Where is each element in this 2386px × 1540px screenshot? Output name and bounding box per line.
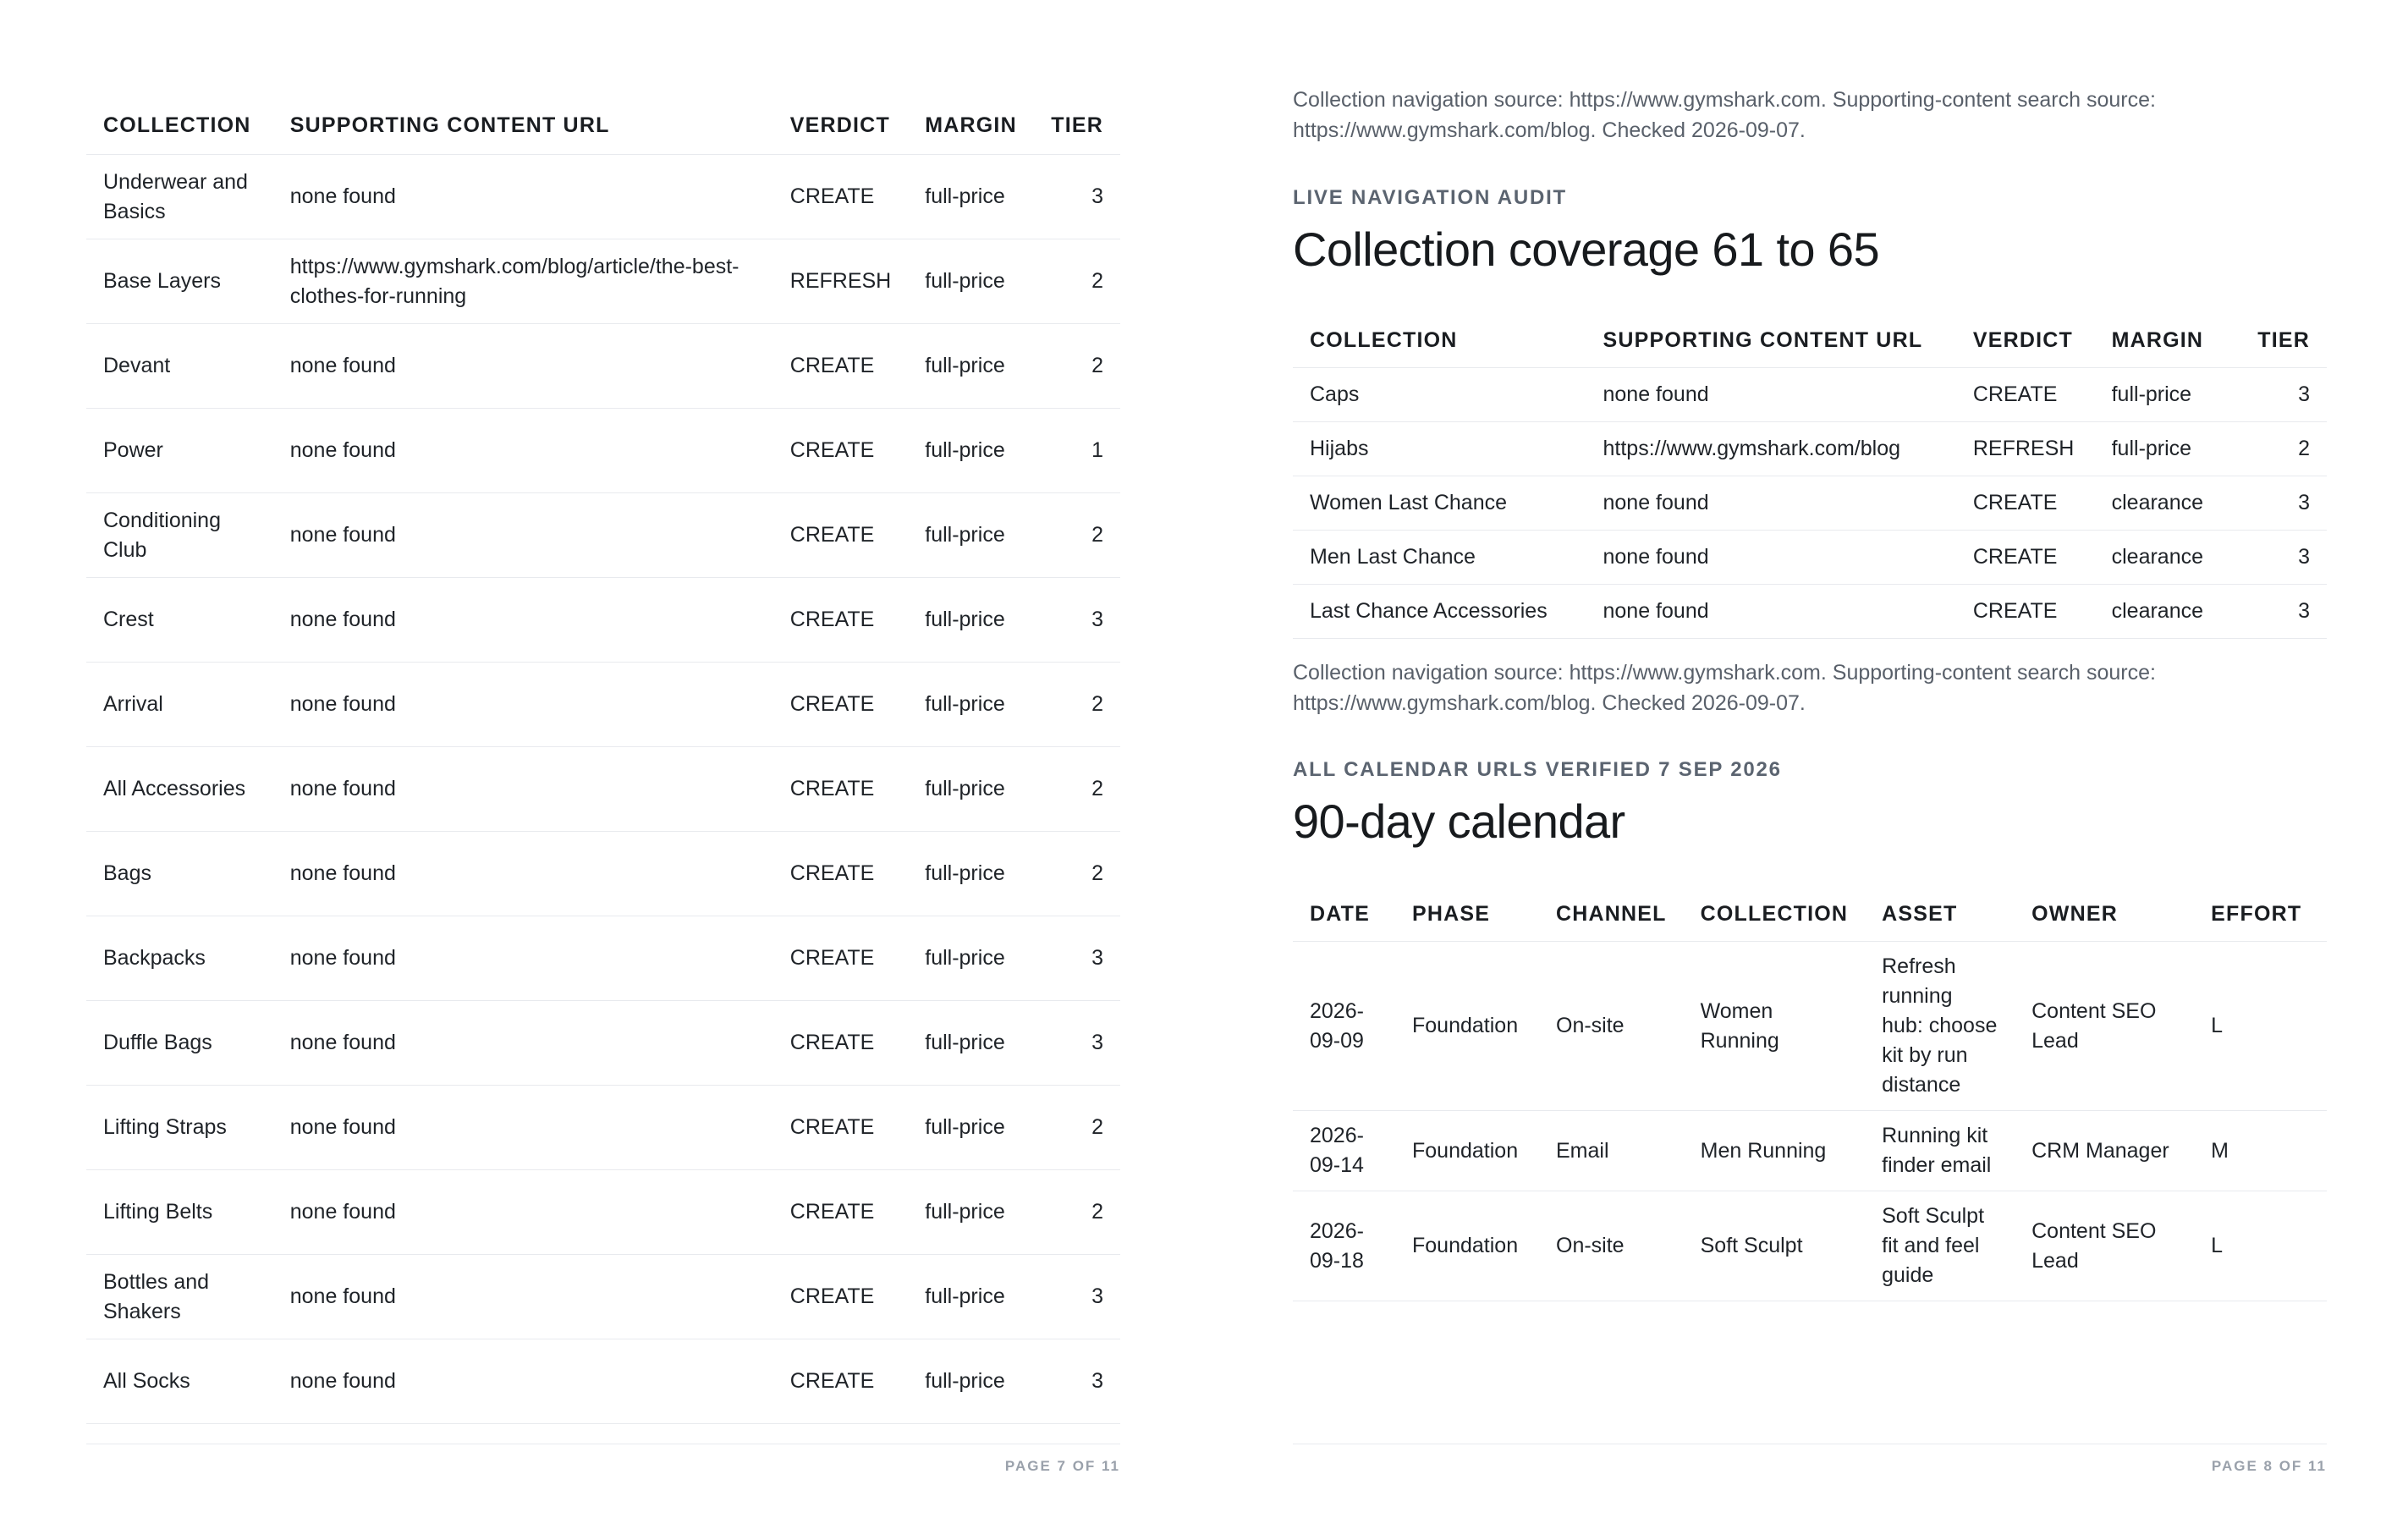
cell-verdict: REFRESH [1956, 422, 2095, 476]
page-number: PAGE 7 OF 11 [86, 1444, 1120, 1475]
cell-tier: 2 [1034, 324, 1120, 409]
cell-supporting-url: none found [273, 1339, 773, 1424]
cell-tier: 3 [2240, 368, 2327, 422]
cell-verdict: CREATE [773, 832, 908, 916]
cell-verdict: CREATE [773, 916, 908, 1001]
col-header-asset: ASSET [1882, 901, 1958, 926]
cell-tier: 3 [1034, 916, 1120, 1001]
cell-tier: 2 [1034, 832, 1120, 916]
table-row [86, 1255, 1120, 1339]
table-row [86, 1339, 1120, 1424]
table-row [86, 663, 1120, 747]
table-header-row [1293, 887, 2327, 942]
table-row [1293, 422, 2327, 476]
cell-margin: clearance [2095, 476, 2241, 531]
table-row [86, 155, 1120, 239]
cell-supporting-url: none found [273, 832, 773, 916]
source-note: Collection navigation source: https://www.gymshark.com. Supporting-content search source: https://www.gymshark.com/blog. Checked 2026-09-07. [1293, 661, 2156, 715]
cell-verdict: CREATE [1956, 476, 2095, 531]
cell-tier: 3 [1034, 1339, 1120, 1424]
col-header-date: DATE [1310, 901, 1370, 926]
cell-collection: Soft Sculpt [1684, 1191, 1866, 1301]
cell-margin: full-price [908, 1001, 1034, 1086]
cell-collection: Devant [86, 324, 273, 409]
cell-supporting-url: none found [1586, 531, 1956, 585]
cell-collection: Base Layers [86, 239, 273, 324]
cell-verdict: CREATE [773, 578, 908, 663]
cell-margin: full-price [908, 663, 1034, 747]
cell-verdict: CREATE [773, 493, 908, 578]
cell-margin: full-price [908, 409, 1034, 493]
cell-date: 2026-09-14 [1293, 1111, 1395, 1191]
col-header-supporting-url: SUPPORTING CONTENT URL [1603, 327, 1923, 352]
cell-supporting-url: none found [1586, 476, 1956, 531]
section-eyebrow: ALL CALENDAR URLS VERIFIED 7 SEP 2026 [1293, 758, 1782, 781]
cell-tier: 2 [1034, 239, 1120, 324]
cell-tier: 3 [1034, 1001, 1120, 1086]
table-row [1293, 942, 2327, 1111]
table-row [1293, 531, 2327, 585]
cell-tier: 3 [1034, 155, 1120, 239]
cell-phase: Foundation [1395, 1191, 1539, 1301]
page-number: PAGE 8 OF 11 [1293, 1444, 2327, 1475]
table-row [86, 409, 1120, 493]
cell-collection: Backpacks [86, 916, 273, 1001]
col-header-margin: MARGIN [925, 113, 1017, 137]
cell-margin: full-price [2095, 368, 2241, 422]
cell-collection: All Socks [86, 1339, 273, 1424]
cell-collection: Power [86, 409, 273, 493]
cell-margin: clearance [2095, 585, 2241, 639]
table-row [1293, 585, 2327, 639]
cell-collection: Crest [86, 578, 273, 663]
cell-phase: Foundation [1395, 1111, 1539, 1191]
table-row [86, 747, 1120, 832]
cell-asset: Running kit finder email [1865, 1111, 2015, 1191]
table-row [86, 324, 1120, 409]
cell-tier: 2 [1034, 663, 1120, 747]
cell-verdict: REFRESH [773, 239, 908, 324]
cell-collection: Men Last Chance [1293, 531, 1586, 585]
cell-collection: Last Chance Accessories [1293, 585, 1586, 639]
cell-collection: Lifting Straps [86, 1086, 273, 1170]
cell-channel: On-site [1539, 942, 1684, 1111]
col-header-verdict: VERDICT [789, 113, 890, 137]
cell-asset: Refresh running hub: choose kit by run distance [1865, 942, 2015, 1111]
cell-collection: All Accessories [86, 747, 273, 832]
collection-coverage-table [1293, 313, 2327, 639]
cell-verdict: CREATE [773, 1086, 908, 1170]
cell-margin: full-price [908, 1339, 1034, 1424]
cell-collection: Hijabs [1293, 422, 1586, 476]
table-row [86, 239, 1120, 324]
cell-channel: Email [1539, 1111, 1684, 1191]
cell-margin: full-price [908, 1255, 1034, 1339]
collection-coverage-table [86, 98, 1120, 1424]
cell-effort: M [2194, 1111, 2327, 1191]
cell-tier: 3 [1034, 1255, 1120, 1339]
cell-verdict: CREATE [773, 747, 908, 832]
col-header-collection: COLLECTION [103, 113, 251, 137]
table-row [86, 493, 1120, 578]
cell-tier: 3 [1034, 578, 1120, 663]
cell-tier: 2 [1034, 493, 1120, 578]
cell-collection: Duffle Bags [86, 1001, 273, 1086]
cell-supporting-url: none found [273, 493, 773, 578]
cell-supporting-url: none found [1586, 368, 1956, 422]
cell-collection: Women Running [1684, 942, 1866, 1111]
table-header-row [1293, 313, 2327, 368]
table-header-row [86, 98, 1120, 155]
table-row [1293, 368, 2327, 422]
table-row [1293, 476, 2327, 531]
cell-owner: Content SEO Lead [2015, 942, 2194, 1111]
cell-supporting-url: none found [273, 747, 773, 832]
cell-verdict: CREATE [1956, 585, 2095, 639]
col-header-verdict: VERDICT [1972, 327, 2073, 352]
cell-supporting-url: none found [273, 578, 773, 663]
cell-owner: Content SEO Lead [2015, 1191, 2194, 1301]
cell-supporting-url: none found [273, 324, 773, 409]
cell-supporting-url: none found [273, 1001, 773, 1086]
cell-owner: CRM Manager [2015, 1111, 2194, 1191]
cell-phase: Foundation [1395, 942, 1539, 1111]
table-row [86, 578, 1120, 663]
cell-supporting-url: none found [1586, 585, 1956, 639]
cell-collection: Arrival [86, 663, 273, 747]
cell-margin: full-price [908, 916, 1034, 1001]
table-row [86, 916, 1120, 1001]
cell-collection: Lifting Belts [86, 1170, 273, 1255]
cell-margin: full-price [908, 239, 1034, 324]
table-row [86, 832, 1120, 916]
cell-collection: Women Last Chance [1293, 476, 1586, 531]
col-header-effort: EFFORT [2211, 901, 2302, 926]
table-row [1293, 1191, 2327, 1301]
cell-collection: Underwear and Basics [86, 155, 273, 239]
cell-margin: full-price [908, 832, 1034, 916]
cell-tier: 2 [1034, 747, 1120, 832]
cell-tier: 3 [2240, 476, 2327, 531]
source-note: Collection navigation source: https://www.gymshark.com. Supporting-content search source: https://www.gymshark.com/blog. Checked 2026-09-07. [1293, 88, 2156, 142]
cell-verdict: CREATE [773, 1255, 908, 1339]
cell-supporting-url: none found [273, 916, 773, 1001]
cell-margin: full-price [908, 747, 1034, 832]
cell-tier: 2 [1034, 1086, 1120, 1170]
cell-verdict: CREATE [773, 1339, 908, 1424]
cell-effort: L [2194, 942, 2327, 1111]
cell-margin: full-price [908, 1086, 1034, 1170]
col-header-owner: OWNER [2031, 901, 2118, 926]
page-7 [86, 0, 1120, 1474]
calendar-table [1293, 887, 2327, 1301]
cell-verdict: CREATE [773, 155, 908, 239]
section-eyebrow: LIVE NAVIGATION AUDIT [1293, 186, 1568, 209]
section-title: 90-day calendar [1293, 795, 1625, 848]
cell-effort: L [2194, 1191, 2327, 1301]
cell-tier: 2 [1034, 1170, 1120, 1255]
cell-supporting-url: none found [273, 1255, 773, 1339]
cell-margin: full-price [2095, 422, 2241, 476]
cell-supporting-url: none found [273, 155, 773, 239]
cell-date: 2026-09-18 [1293, 1191, 1395, 1301]
col-header-channel: CHANNEL [1556, 901, 1667, 926]
cell-tier: 3 [2240, 531, 2327, 585]
cell-collection: Conditioning Club [86, 493, 273, 578]
table-row [86, 1001, 1120, 1086]
cell-collection: Bottles and Shakers [86, 1255, 273, 1339]
col-header-collection: COLLECTION [1700, 901, 1849, 926]
cell-margin: clearance [2095, 531, 2241, 585]
cell-supporting-url: none found [273, 409, 773, 493]
table-row [1293, 1111, 2327, 1191]
cell-margin: full-price [908, 324, 1034, 409]
section-title: Collection coverage 61 to 65 [1293, 223, 1879, 276]
cell-collection: Men Running [1684, 1111, 1866, 1191]
cell-asset: Soft Sculpt fit and feel guide [1865, 1191, 2015, 1301]
cell-tier: 3 [2240, 585, 2327, 639]
cell-margin: full-price [908, 1170, 1034, 1255]
table-row [86, 1086, 1120, 1170]
cell-margin: full-price [908, 578, 1034, 663]
cell-tier: 1 [1034, 409, 1120, 493]
cell-verdict: CREATE [773, 324, 908, 409]
cell-collection: Bags [86, 832, 273, 916]
cell-collection: Caps [1293, 368, 1586, 422]
cell-supporting-url: none found [273, 663, 773, 747]
cell-supporting-url: none found [273, 1170, 773, 1255]
table-row [86, 1170, 1120, 1255]
cell-channel: On-site [1539, 1191, 1684, 1301]
cell-supporting-url: none found [273, 1086, 773, 1170]
cell-date: 2026-09-09 [1293, 942, 1395, 1111]
col-header-tier: TIER [1051, 113, 1103, 137]
cell-verdict: CREATE [773, 1001, 908, 1086]
col-header-tier: TIER [2257, 327, 2310, 352]
cell-margin: full-price [908, 155, 1034, 239]
col-header-supporting-url: SUPPORTING CONTENT URL [289, 113, 610, 137]
cell-verdict: CREATE [773, 409, 908, 493]
cell-verdict: CREATE [773, 663, 908, 747]
cell-verdict: CREATE [773, 1170, 908, 1255]
cell-verdict: CREATE [1956, 368, 2095, 422]
cell-supporting-url: https://www.gymshark.com/blog/article/the-best-clothes-for-running [273, 239, 773, 324]
cell-margin: full-price [908, 493, 1034, 578]
cell-tier: 2 [2240, 422, 2327, 476]
cell-supporting-url: https://www.gymshark.com/blog [1586, 422, 1956, 476]
col-header-phase: PHASE [1412, 901, 1491, 926]
cell-verdict: CREATE [1956, 531, 2095, 585]
col-header-collection: COLLECTION [1310, 327, 1458, 352]
col-header-margin: MARGIN [2111, 327, 2204, 352]
